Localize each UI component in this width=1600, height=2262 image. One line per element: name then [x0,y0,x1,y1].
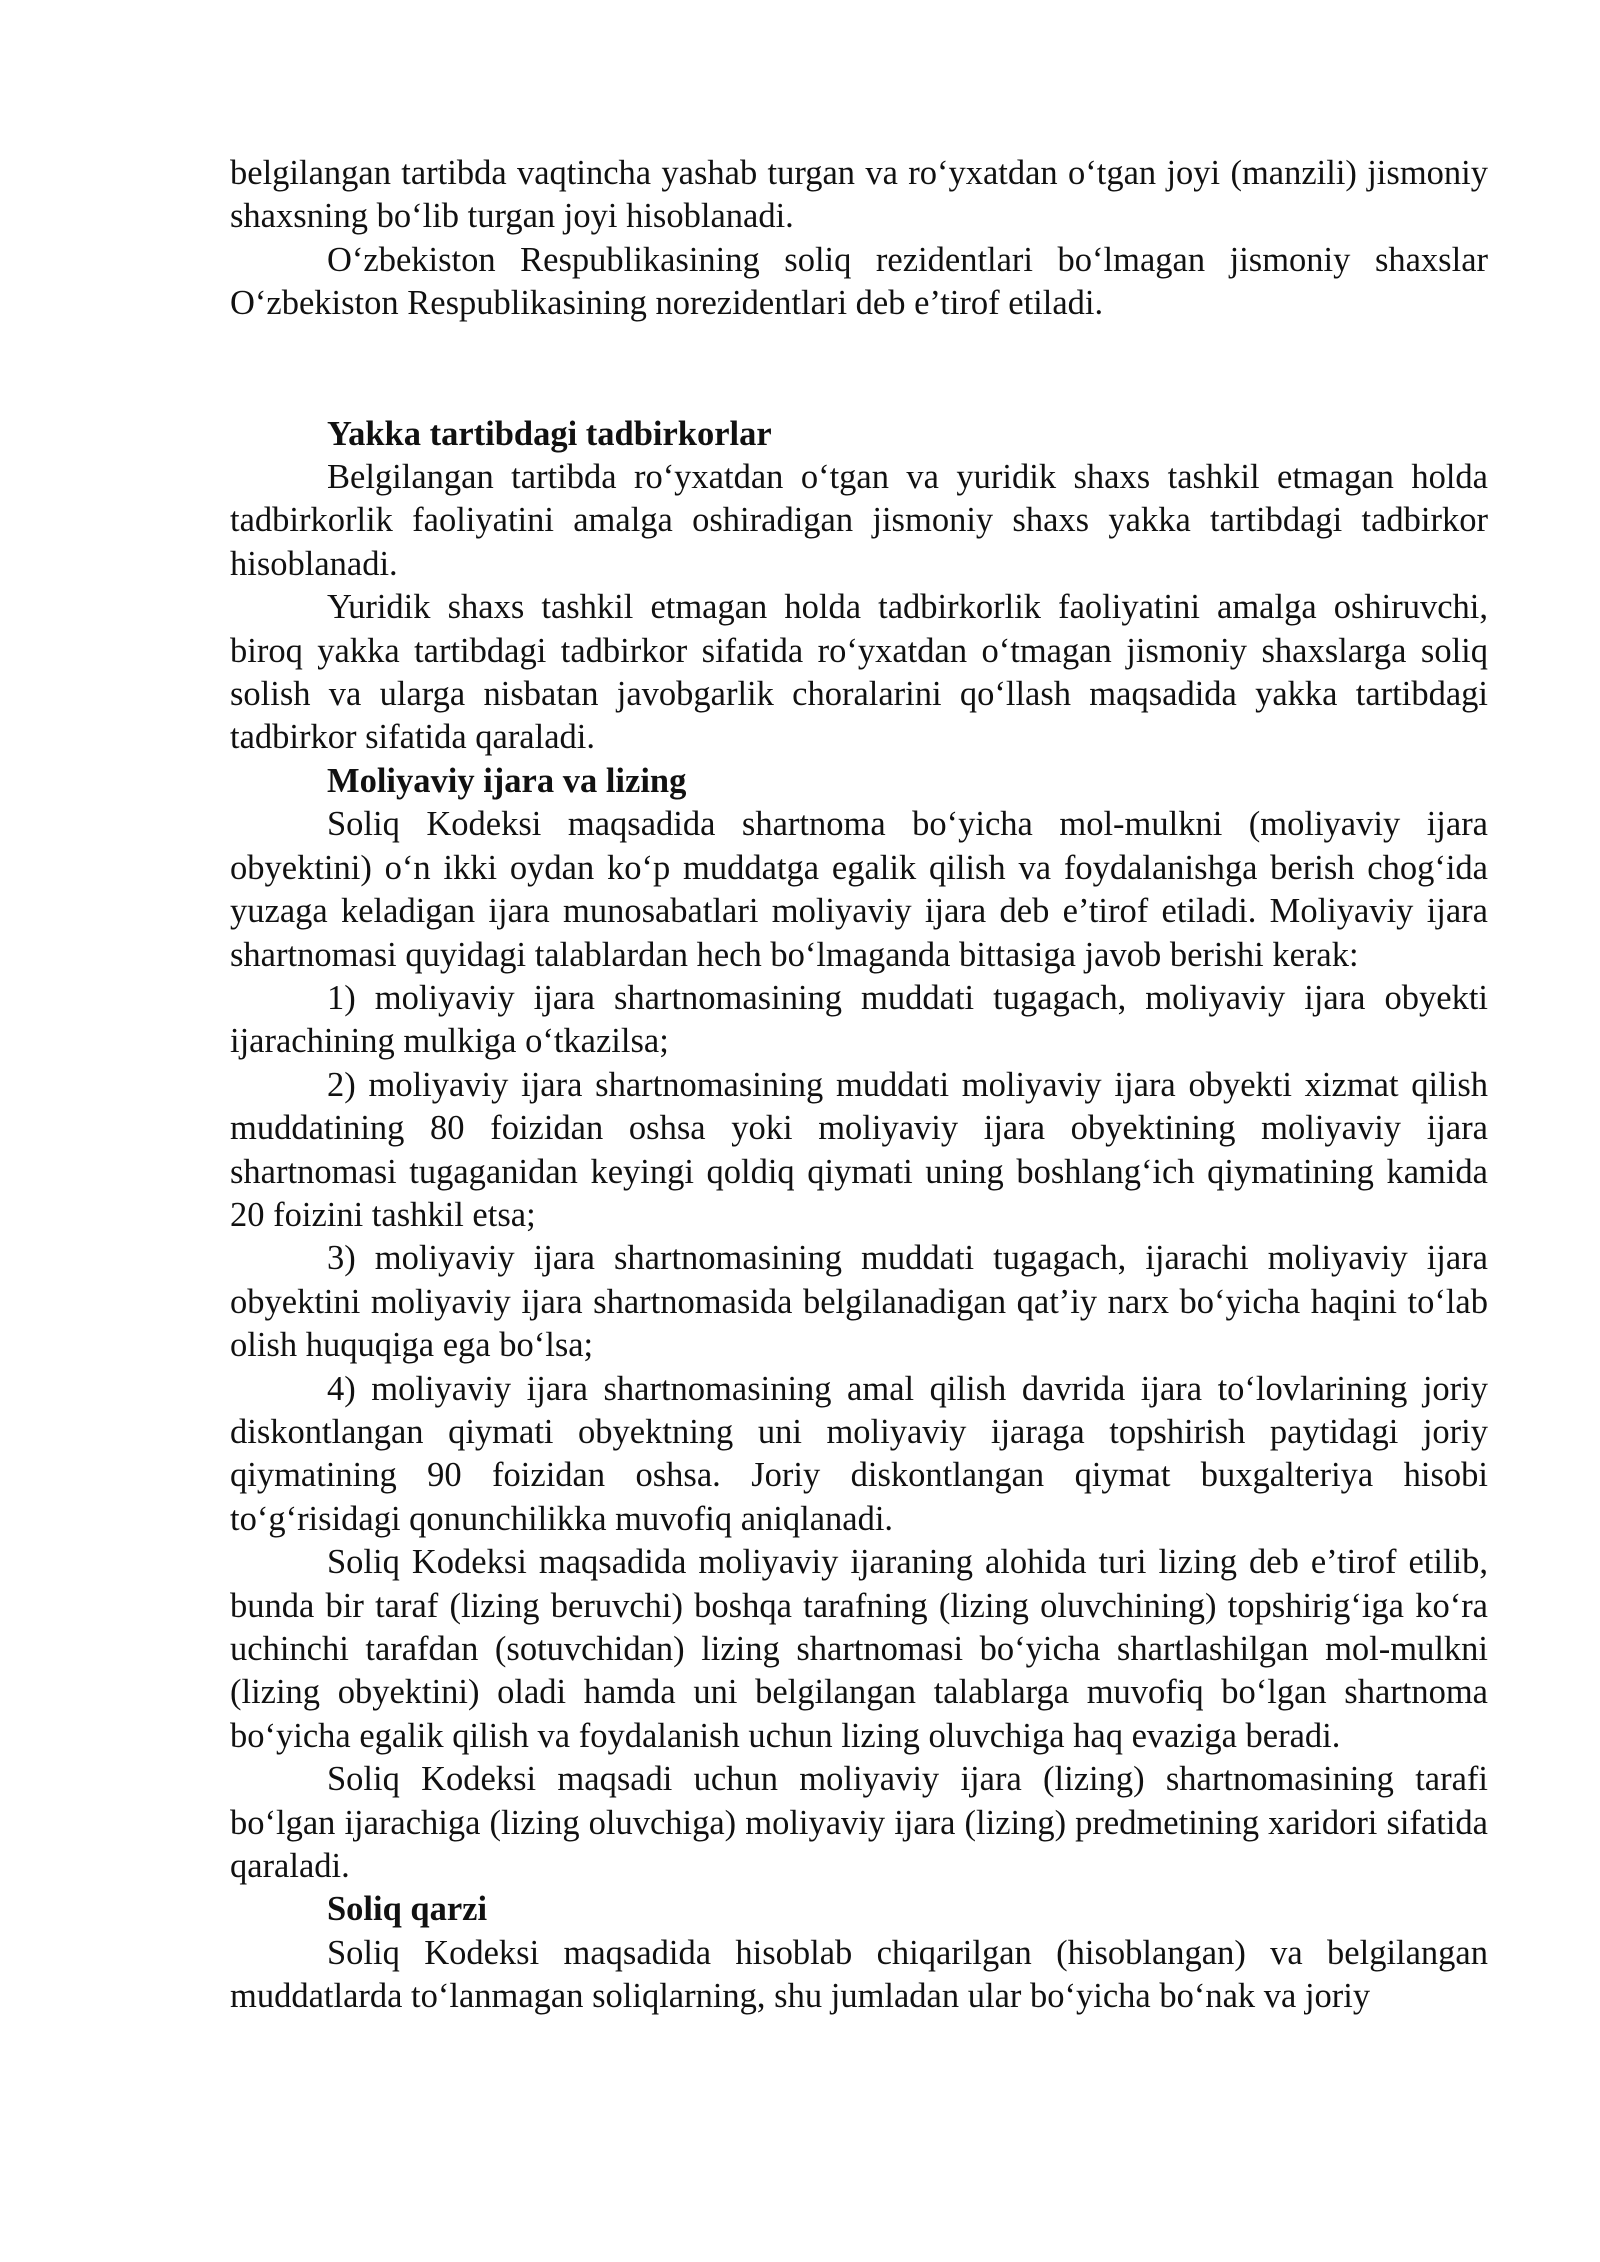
paragraph: Soliq Kodeksi maqsadi uchun moliyaviy ijara (lizing) shartnomasining tarafi bo‘lgan ijarachiga (lizing oluvchiga) moliyaviy ijara (lizing) predmetining xaridori sifatida qaraladi. [230,1760,1488,1886]
section-heading: Yakka tartibdagi tadbirkorlar [327,414,772,453]
paragraph: Soliq Kodeksi maqsadida moliyaviy ijaraning alohida turi lizing deb e’tirof etilib, bunda bir taraf (lizing beruvchi) boshqa tarafning (lizing oluvchining) topshirig‘iga ko‘ra uchinchi tarafdan (sotuvchidan) lizing shartnomasi bo‘yicha shartlashilgan mol-mulkni (lizing obyektini) oladi hamda uni belgilangan talablarga muvofiq bo‘lgan shartnoma bo‘yicha egalik qilish va foydalanish uchun lizing oluvchiga haq evaziga beradi. [230,1543,1488,1755]
list-item: 3) moliyaviy ijara shartnomasining muddati tugagach, ijarachi moliyaviy ijara obyektini moliyaviy ijara shartnomasida belgilanadigan qat’iy narx bo‘yicha haqini to‘lab olish huquqiga ega bo‘lsa; [230,1239,1488,1365]
paragraph: O‘zbekiston Respublikasining soliq rezidentlari bo‘lmagan jismoniy shaxslar O‘zbekiston Respublikasining norezidentlari deb e’tirof etiladi. [230,240,1488,323]
section-heading: Moliyaviy ijara va lizing [327,761,687,800]
list-item: 1) moliyaviy ijara shartnomasining muddati tugagach, moliyaviy ijara obyekti ijarachining mulkiga o‘tkazilsa; [230,978,1488,1061]
paragraph: belgilangan tartibda vaqtincha yashab turgan va ro‘yxatdan o‘tgan joyi (manzili) jismoniy shaxsning bo‘lib turgan joyi hisoblanadi. [230,154,1488,236]
list-item: 2) moliyaviy ijara shartnomasining muddati moliyaviy ijara obyekti xizmat qilish muddatining 80 foizidan oshsa yoki moliyaviy ijara obyektining moliyaviy ijara shartnomasi tugaganidan keyingi qoldiq qiymati uning boshlang‘ich qiymatining kamida 20 foizini tashkil etsa; [230,1065,1488,1234]
section-heading: Soliq qarzi [327,1890,488,1929]
document-page [230,152,1488,2019]
paragraph: Soliq Kodeksi maqsadida shartnoma bo‘yicha mol-mulkni (moliyaviy ijara obyektini) o‘n ikki oydan ko‘p muddatga egalik qilish va foydalanishga berish chog‘ida yuzaga keladigan ijara munosabatlari moliyaviy ijara deb e’tirof etiladi. Moliyaviy ijara shartnomasi quyidagi talablardan hech bo‘lmaganda bittasiga javob berishi kerak: [230,805,1488,974]
paragraph: Yuridik shaxs tashkil etmagan holda tadbirkorlik faoliyatini amalga oshiruvchi, biroq yakka tartibdagi tadbirkor sifatida ro‘yxatdan o‘tmagan jismoniy shaxslarga soliq solish va ularga nisbatan javobgarlik choralarini qo‘llash maqsadida yakka tartibdagi tadbirkor sifatida qaraladi. [230,588,1488,757]
section-spacer [230,326,1488,413]
paragraph: Belgilangan tartibda ro‘yxatdan o‘tgan va yuridik shaxs tashkil etmagan holda tadbirkorlik faoliyatini amalga oshiradigan jismoniy shaxs yakka tartibdagi tadbirkor hisoblanadi. [230,458,1488,583]
paragraph: Soliq Kodeksi maqsadida hisoblab chiqarilgan (hisoblangan) va belgilangan muddatlarda to‘lanmagan soliqlarning, shu jumladan ular bo‘yicha bo‘nak va joriy [230,1933,1488,2016]
list-item: 4) moliyaviy ijara shartnomasining amal qilish davrida ijara to‘lovlarining joriy diskontlangan qiymati obyektning uni moliyaviy ijaraga topshirish paytidagi joriy qiymatining 90 foizidan oshsa. Joriy diskontlangan qiymat buxgalteriya hisobi to‘g‘risidagi qonunchilikka muvofiq aniqlanadi. [230,1369,1488,1538]
